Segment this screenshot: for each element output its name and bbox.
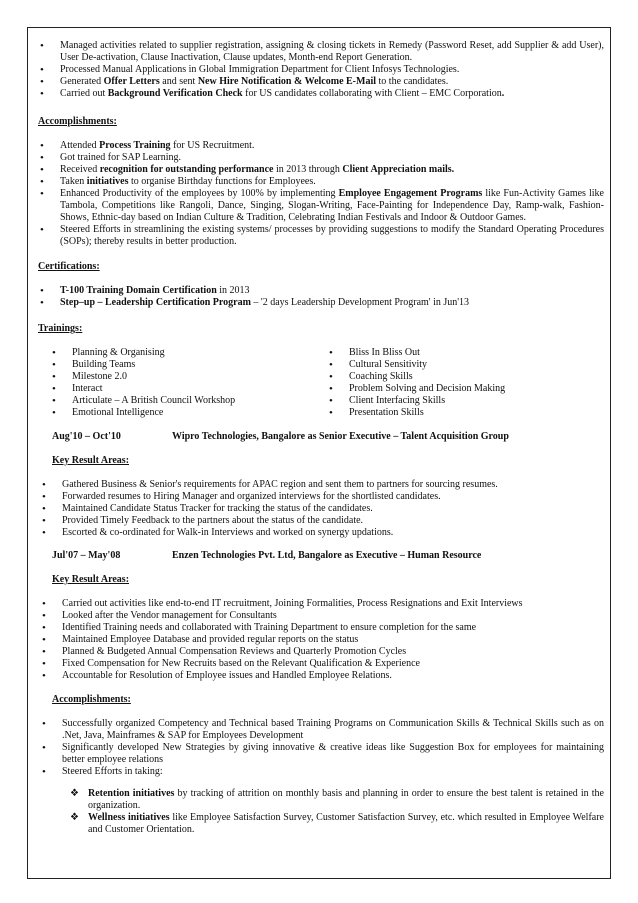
training-item: • Interact — [50, 383, 327, 395]
list-item: • Steered Efforts in taking: — [40, 766, 604, 778]
list-item: • Maintained Candidate Status Tracker for tracking the status of the candidates. — [40, 503, 604, 515]
list-item: • Successfully organized Competency and Technical based Training Programs on Communication Skills & Technical Skills such as on .Net, Java, Mainframes & SAP for Employees Development — [40, 718, 604, 742]
trainings-columns — [38, 347, 604, 419]
job-wipro — [38, 431, 604, 539]
list-item: • Carried out Background Verification Check for US candidates collaborating with Client – EMC Corporation. — [38, 88, 604, 100]
list-item: • T-100 Training Domain Certification in 2013 — [38, 285, 604, 297]
training-item: • Client Interfacing Skills — [327, 395, 604, 407]
list-item: • Escorted & co-ordinated for Walk-in Interviews and worked on synergy updations. — [40, 527, 604, 539]
list-item: • Attended Process Training for US Recruitment. — [38, 140, 604, 152]
job-dates: Jul'07 – May'08 — [52, 550, 121, 561]
list-item: • Generated Offer Letters and sent New Hire Notification & Welcome E-Mail to the candidates. — [38, 76, 604, 88]
training-item: • Milestone 2.0 — [50, 371, 327, 383]
training-item: • Building Teams — [50, 359, 327, 371]
list-item: • Enhanced Productivity of the employees by 100% by implementing Employee Engagement Programs like Fun-Activity Games like Tambola, Competitions like Rangoli, Dance, Singing, Slogan-Writing, Face-Painting for Independence Day, Ramp-walk, Fashion-Shows, Ethnic-day based on Indian Culture & Tradition, Celebrating Indian Festivals and Indoor & Outdoor Games. — [38, 188, 604, 224]
training-item: • Problem Solving and Decision Making — [327, 383, 604, 395]
job-dates: Aug'10 – Oct'10 — [52, 431, 121, 442]
accomplishments-heading: Accomplishments: — [38, 116, 117, 127]
training-item: • Cultural Sensitivity — [327, 359, 604, 371]
responsibilities-list — [38, 40, 604, 100]
training-item: • Coaching Skills — [327, 371, 604, 383]
training-item: • Bliss In Bliss Out — [327, 347, 604, 359]
list-item: • Looked after the Vendor management for Consultants — [40, 610, 604, 622]
list-item: • Step–up – Leadership Certification Program – '2 days Leadership Development Program' in Jun'13 — [38, 297, 604, 309]
accomplishments-list — [38, 140, 604, 248]
list-item: • Carried out activities like end-to-end IT recruitment, Joining Formalities, Process Resignations and Exit Interviews — [40, 598, 604, 610]
job-header — [52, 550, 604, 562]
job-title: Wipro Technologies, Bangalore as Senior Executive – Talent Acquisition Group — [172, 431, 509, 442]
kra-list — [40, 479, 604, 539]
list-item: • Managed activities related to supplier registration, assigning & closing tickets in Remedy (Password Reset, add Supplier & add User), User De-activation, Clause Inactivation, Clause updates, Month-end Report Generation. — [38, 40, 604, 64]
list-item: • Gathered Business & Senior's requirements for APAC region and sent them to partners for sourcing resumes. — [40, 479, 604, 491]
list-item: • Received recognition for outstanding performance in 2013 through Client Appreciation mails. — [38, 164, 604, 176]
list-item: • Processed Manual Applications in Global Immigration Department for Client Infosys Technologies. — [38, 64, 604, 76]
list-item: • Got trained for SAP Learning. — [38, 152, 604, 164]
job-title: Enzen Technologies Pvt. Ltd, Bangalore as Executive – Human Resource — [172, 550, 482, 561]
accomplishments-heading: Accomplishments: — [52, 694, 131, 705]
trainings-right-list — [327, 347, 604, 419]
list-item: • Taken initiatives to organise Birthday functions for Employees. — [38, 176, 604, 188]
accomplishments-list — [40, 718, 604, 778]
training-item: • Presentation Skills — [327, 407, 604, 419]
list-item: • Significantly developed New Strategies by giving innovative & creative ideas like Suggestion Box for employees for maintaining better employee relations — [40, 742, 604, 766]
list-item: • Steered Efforts in streamlining the existing systems/ processes by providing suggestions to modify the Standard Operating Procedures (SOPs); thereby results in better production. — [38, 224, 604, 248]
kra-list — [40, 598, 604, 682]
initiatives-list — [52, 788, 604, 836]
training-item: • Articulate – A British Council Workshop — [50, 395, 327, 407]
list-item: • Maintained Employee Database and provided regular reports on the status — [40, 634, 604, 646]
trainings-section — [38, 323, 604, 419]
list-item: • Accountable for Resolution of Employee issues and Handled Employee Relations. — [40, 670, 604, 682]
list-item: ❖ Wellness initiatives like Employee Satisfaction Survey, Customer Satisfaction Survey, etc. which resulted in Employee Welfare and Customer Orientation. — [66, 812, 604, 836]
training-item: • Planning & Organising — [50, 347, 327, 359]
certifications-section — [38, 261, 604, 309]
resume-page — [27, 27, 611, 879]
certifications-list — [38, 285, 604, 309]
list-item: • Identified Training needs and collaborated with Training Department to ensure completion for the same — [40, 622, 604, 634]
list-item: ❖ Retention initiatives by tracking of attrition on monthly basis and planning in order to ensure the best talent is retained in the organization. — [66, 788, 604, 812]
kra-heading: Key Result Areas: — [52, 574, 130, 585]
responsibilities-section — [38, 40, 604, 100]
trainings-left-list — [50, 347, 327, 419]
list-item: • Provided Timely Feedback to the partners about the status of the candidate. — [40, 515, 604, 527]
accomplishments-section — [38, 116, 604, 248]
trainings-heading: Trainings: — [38, 323, 83, 334]
job-header — [52, 431, 604, 443]
certifications-heading: Certifications: — [38, 261, 100, 272]
kra-heading: Key Result Areas: — [52, 455, 130, 466]
job-enzen — [38, 550, 604, 836]
list-item: • Planned & Budgeted Annual Compensation Reviews and Quarterly Promotion Cycles — [40, 646, 604, 658]
training-item: • Emotional Intelligence — [50, 407, 327, 419]
list-item: • Forwarded resumes to Hiring Manager and organized interviews for the shortlisted candidates. — [40, 491, 604, 503]
list-item: • Fixed Compensation for New Recruits based on the Relevant Qualification & Experience — [40, 658, 604, 670]
